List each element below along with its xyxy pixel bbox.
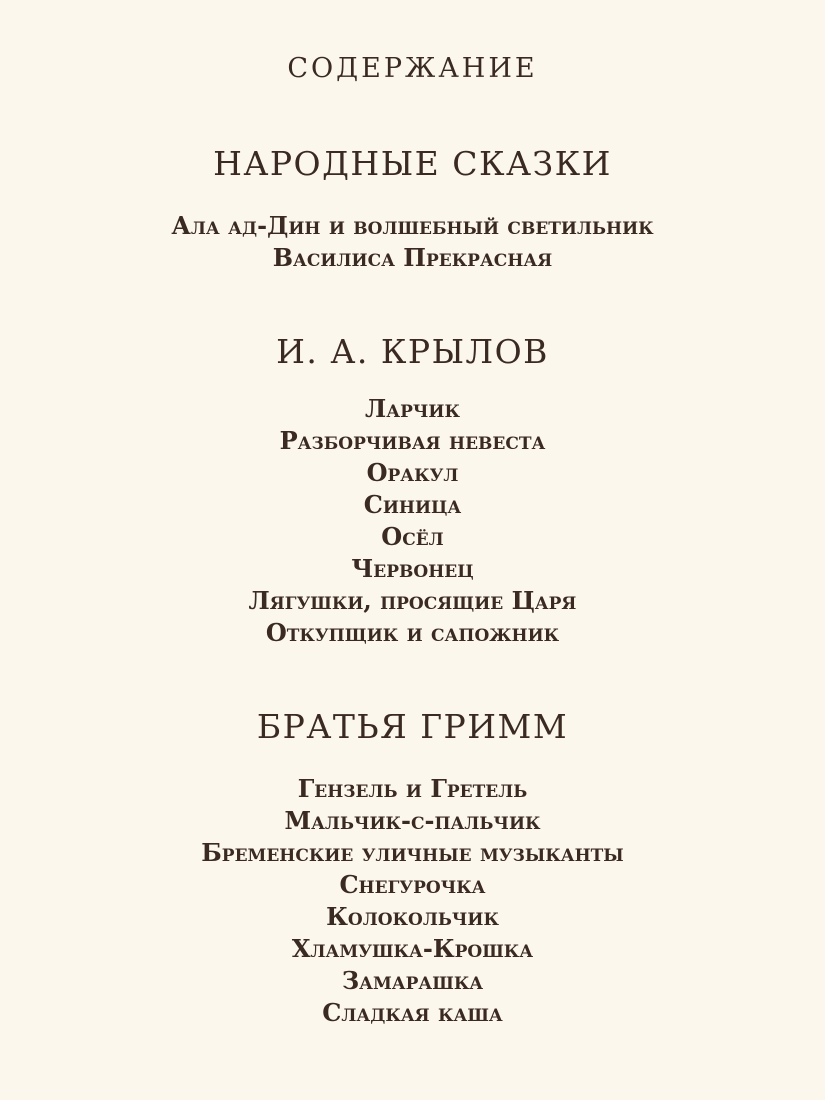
toc-entry[interactable]: Ларчик: [365, 394, 460, 423]
toc-entry[interactable]: Мальчик-с-пальчик: [284, 806, 541, 835]
toc-entry[interactable]: Оракул: [366, 458, 459, 487]
section-heading-grimm: БРАТЬЯ ГРИММ: [256, 707, 569, 746]
toc-entry[interactable]: Осёл: [381, 522, 444, 551]
toc-entry[interactable]: Колокольчик: [326, 902, 499, 931]
toc-entry[interactable]: Разборчивая невеста: [279, 426, 546, 455]
toc-entry[interactable]: Бременские уличные музыканты: [201, 838, 624, 867]
section-list-krylov: [0, 393, 825, 649]
section-list-grimm: [0, 773, 825, 1029]
toc-entry[interactable]: Гензель и Гретель: [297, 774, 528, 803]
toc-entry[interactable]: Червонец: [351, 554, 474, 583]
section-heading-krylov: И. А. КРЫЛОВ: [276, 332, 549, 371]
toc-entry[interactable]: Хламушка-Крошка: [291, 934, 534, 963]
toc-entry[interactable]: Василиса Прекрасная: [272, 243, 553, 272]
section-heading-folk-tales: НАРОДНЫЕ СКАЗКИ: [213, 144, 612, 183]
toc-entry[interactable]: Сладкая каша: [322, 998, 503, 1027]
section-list-folk-tales: [0, 210, 825, 274]
toc-entry[interactable]: Снегурочка: [339, 870, 486, 899]
toc-entry[interactable]: Откупщик и сапожник: [265, 618, 560, 647]
toc-entry[interactable]: Ала ад-Дин и волшебный светильник: [171, 211, 654, 240]
toc-entry[interactable]: Синица: [363, 490, 462, 519]
page-title: СОДЕРЖАНИЕ: [287, 53, 538, 84]
toc-entry[interactable]: Замарашка: [341, 966, 484, 995]
toc-entry[interactable]: Лягушки, просящие Царя: [248, 586, 577, 615]
